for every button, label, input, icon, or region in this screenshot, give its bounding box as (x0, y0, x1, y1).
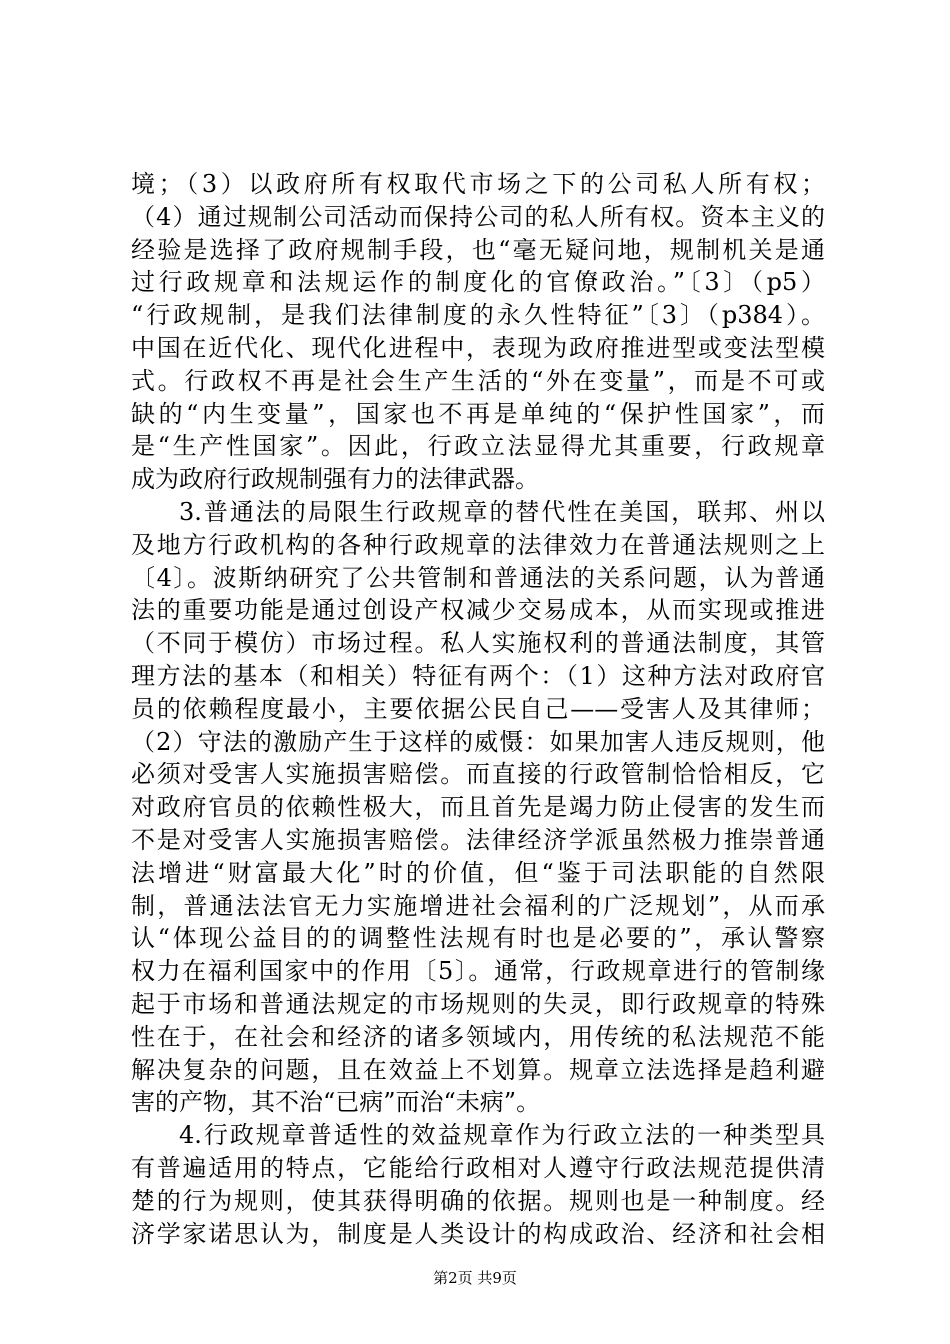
text-line: 认“体现公益目的的调整性法规有时也是必要的”，承认警察 (131, 924, 825, 953)
document-body (131, 168, 825, 1250)
text-line: 必须对受害人实施损害赔偿。而直接的行政管制恰恰相反，它 (131, 760, 825, 789)
text-line: 成为政府行政规制强有力的法律武器。 (131, 465, 539, 494)
text-line: 济学家诺思认为，制度是人类设计的构成政治、经济和社会相 (131, 1219, 825, 1248)
text-line: 权力在福利国家中的作用〔5〕。通常，行政规章进行的管制缘 (131, 957, 825, 986)
text-line: 及地方行政机构的各种行政规章的法律效力在普通法规则之上 (131, 530, 825, 559)
text-line: 经验是选择了政府规制手段，也“毫无疑问地，规制机关是通 (131, 235, 825, 264)
text-line: 有普遍适用的特点，它能给行政相对人遵守行政法规范提供清 (131, 1153, 825, 1182)
text-line: 解决复杂的问题，且在效益上不划算。规章立法选择是趋利避 (131, 1055, 825, 1084)
text-line: 是“生产性国家”。因此，行政立法显得尤其重要，行政规章 (131, 432, 825, 461)
text-line: 对政府官员的依赖性极大，而且首先是竭力防止侵害的发生而 (131, 793, 825, 822)
text-line: （2）守法的激励产生于这样的威慑：如果加害人违反规则，他 (131, 727, 825, 756)
text-line: “行政规制，是我们法律制度的永久性特征”〔3〕（p384）。 (131, 301, 825, 330)
text-line: 性在于，在社会和经济的诸多领域内，用传统的私法规范不能 (131, 1022, 825, 1051)
text-line: 境；（3）以政府所有权取代市场之下的公司私人所有权； (131, 170, 825, 198)
text-line: 4.行政规章普适性的效益规章作为行政立法的一种类型具 (179, 1121, 825, 1150)
text-line: 起于市场和普通法规定的市场规则的失灵，即行政规章的特殊 (131, 989, 825, 1018)
text-line: 法增进“财富最大化”时的价值，但“鉴于司法职能的自然限 (131, 858, 825, 887)
text-line: 不是对受害人实施损害赔偿。法律经济学派虽然极力推崇普通 (131, 825, 825, 854)
text-line: 楚的行为规则，使其获得明确的依据。规则也是一种制度。经 (131, 1186, 825, 1215)
text-line: 员的依赖程度最小，主要依据公民自己——受害人及其律师； (131, 694, 825, 723)
text-line: 3.普通法的局限生行政规章的替代性在美国，联邦、州以 (179, 497, 825, 526)
text-line: （不同于模仿）市场过程。私人实施权利的普通法制度，其管 (131, 629, 825, 658)
text-line: 法的重要功能是通过创设产权减少交易成本，从而实现或推进 (131, 596, 825, 625)
text-line: 〔4〕。波斯纳研究了公共管制和普通法的关系问题，认为普通 (131, 563, 825, 592)
text-line: 式。行政权不再是社会生产生活的“外在变量”，而是不可或 (131, 366, 825, 395)
text-line: 制，普通法法官无力实施增进社会福利的广泛规划”，从而承 (131, 891, 825, 920)
text-line: 缺的“内生变量”，国家也不再是单纯的“保护性国家”，而 (131, 399, 825, 428)
text-line: 中国在近代化、现代化进程中，表现为政府推进型或变法型模 (131, 333, 825, 362)
text-line: 理方法的基本（和相关）特征有两个：（1）这种方法对政府官 (131, 661, 825, 690)
text-line: （4）通过规制公司活动而保持公司的私人所有权。资本主义的 (131, 202, 825, 231)
text-line: 过行政规章和法规运作的制度化的官僚政治。”〔3〕（p5） (131, 268, 825, 297)
page-footer: 第2页 共9页 (433, 1269, 517, 1287)
text-line: 害的产物，其不治“已病”而治“未病”。 (131, 1088, 541, 1117)
